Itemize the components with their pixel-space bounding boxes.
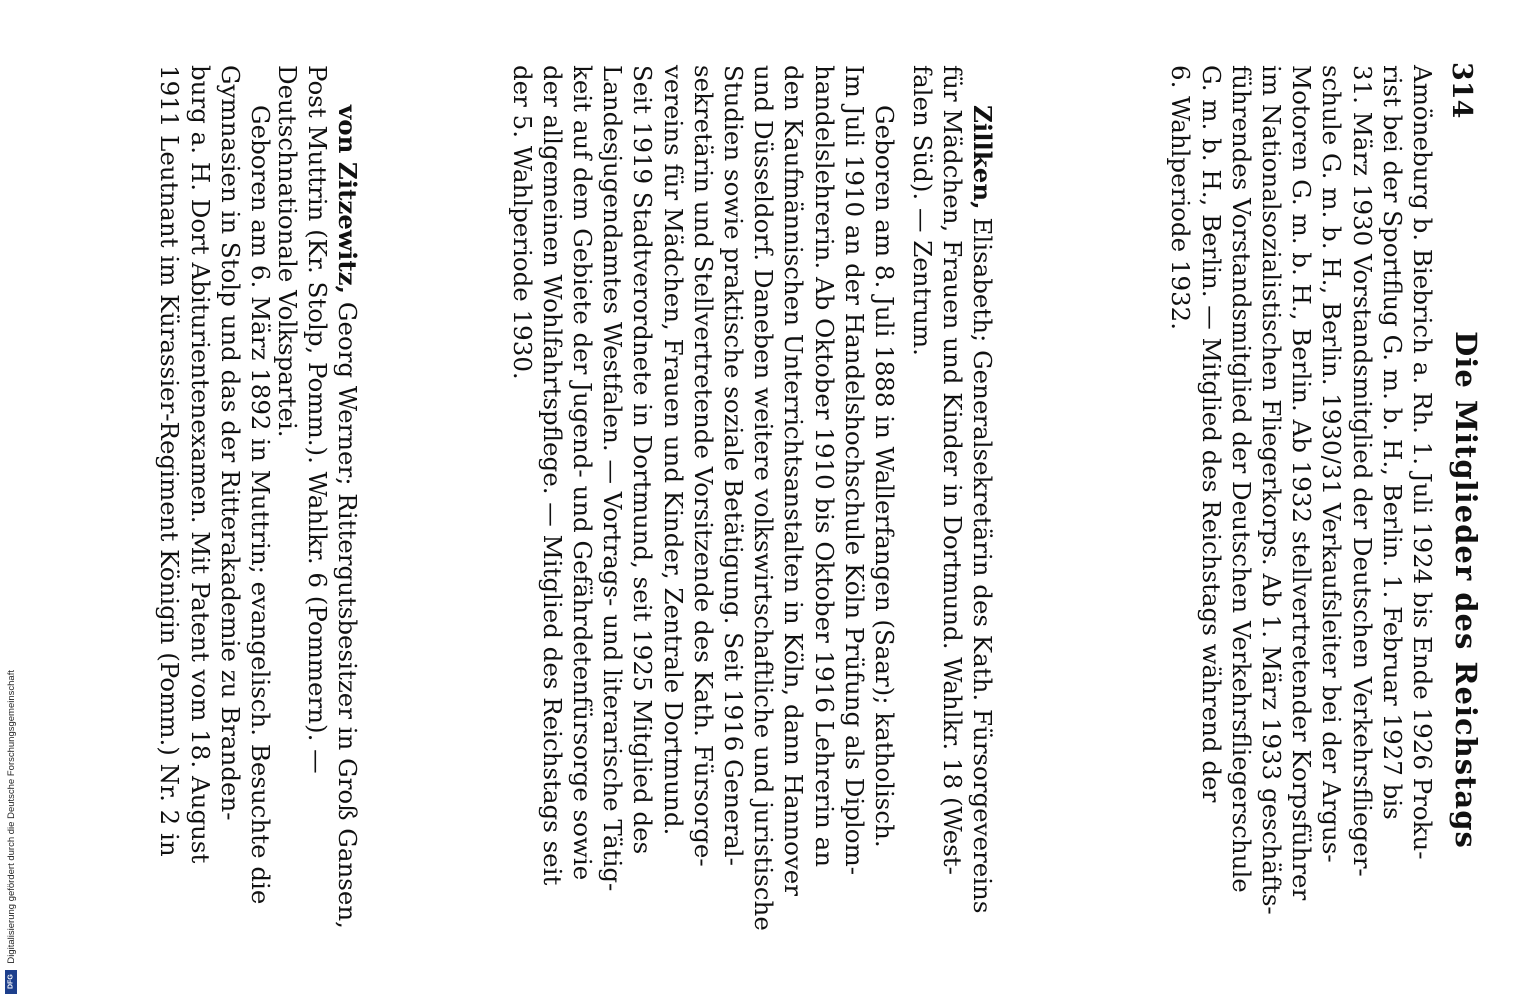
entry-zitzewitz-bio: [154, 65, 275, 935]
text-line: Amöneburg b. Biebrich a. Rh. 1. Juli 1924 bis Ende 1926 Proku-: [1408, 65, 1437, 860]
text-line: der allgemeinen Wohlfahrtspflege. — Mitglied des Reichstags seit: [537, 65, 567, 886]
text-line: 6. Wahlperiode 1932.: [1166, 65, 1196, 331]
text-line: keit auf dem Gebiete der Jugend- und Gefährdetenfürsorge sowie: [567, 65, 597, 881]
text-line: G. m. b. H., Berlin. — Mitglied des Reichstags während der: [1196, 65, 1226, 803]
text-line: falen Süd). — Zentrum.: [907, 65, 937, 356]
text-line: vereins für Mädchen, Frauen und Kinder, Zentrale Dortmund.: [658, 65, 688, 836]
text-line: Deutschnationale Volkspartei.: [272, 65, 302, 438]
entry-continuation: [1165, 65, 1437, 935]
dfg-logo: DFG: [5, 970, 17, 994]
text-line: Im Juli 1910 an der Handelshochschule Köln Prüfung als Diplom-: [839, 65, 869, 876]
text-line: schule G. m. b. H., Berlin. 1930/31 Verkaufsleiter bei der Argus-: [1317, 65, 1347, 863]
text-line: rist bei der Sportflug G. m. b. H., Berlin. 1. Februar 1927 bis: [1377, 65, 1407, 820]
text-line: [967, 65, 997, 935]
running-head: Die Mitglieder des Reichstags: [1449, 331, 1483, 849]
text-line: burg a. H. Dort Abiturientenexamen. Mit Patent vom 18. August: [185, 65, 215, 864]
text-span: Elisabeth; Generalsekretärin des Kath. Fürsorgevereins: [968, 209, 997, 914]
text-line: handelslehrerin. Ab Oktober 1910 bis Oktober 1916 Lehrerin an: [809, 65, 839, 867]
funding-note: Digitalisierung gefördert durch die Deutsche Forschungsgemeinschaft: [5, 670, 17, 964]
text-line: Studien sowie praktische soziale Betätigung. Seit 1916 General-: [718, 65, 748, 866]
text-line: Seit 1919 Stadtverordnete in Dortmund, seit 1925 Mitglied des: [628, 65, 658, 855]
text-span: Georg Werner; Rittergutsbesitzer in Groß Gansen,: [333, 294, 362, 929]
page-number: 314: [1446, 62, 1477, 119]
text-line: Post Muttrin (Kr. Stolp, Pomm.). Wahlkr. 6 (Pommern). —: [302, 65, 332, 774]
text-line: Landesjugendamtes Westfalen. — Vortrags- und literarische Tätig-: [598, 65, 628, 892]
text-line: sekretärin und Stellvertretende Vorsitzende des Kath. Fürsorge-: [688, 65, 718, 867]
member-name: Zillken,: [968, 105, 997, 210]
entry-zillken-bio: [506, 65, 899, 935]
digitization-credit: [0, 600, 22, 1000]
text-line: 31. März 1930 Vorstandsmitglied der Deutschen Verkehrsflieger-: [1347, 65, 1377, 877]
entry-zitzewitz-heading: [271, 65, 362, 935]
member-name: von Zitzewitz,: [333, 105, 362, 295]
text-line: Motoren G. m. b. H., Berlin. Ab 1932 stellvertretender Korpsführer: [1287, 65, 1317, 901]
text-line: führendes Vorstandsmitglied der Deutschen Verkehrsfliegerschule: [1226, 65, 1256, 893]
text-line: 1911 Leutnant im Kürassier-Regiment Königin (Pomm.) Nr. 2 in: [155, 65, 185, 857]
text-line: der 5. Wahlperiode 1930.: [507, 65, 537, 380]
text-line: Geboren am 8. Juli 1888 in Wallerfangen (Saar); katholisch.: [870, 105, 899, 848]
text-line: Gymnasien in Stolp und das der Ritterakademie zu Branden-: [215, 65, 245, 821]
text-line: Geboren am 6. März 1892 in Muttrin; evangelisch. Besuchte die: [246, 105, 275, 905]
text-line: für Mädchen, Frauen und Kinder in Dortmund. Wahlkr. 18 (West-: [937, 65, 967, 875]
text-line: [332, 65, 362, 935]
text-line: den Kaufmännischen Unterrichtsanstalten in Köln, dann Hannover: [779, 65, 809, 896]
text-line: im Nationalsozialistischen Fliegerkorps. Ab 1. März 1933 geschäfts-: [1256, 65, 1286, 915]
entry-zillken-heading: [906, 65, 997, 935]
text-line: und Düsseldorf. Daneben weitere volkswirtschaftliche und juristische: [749, 65, 779, 931]
